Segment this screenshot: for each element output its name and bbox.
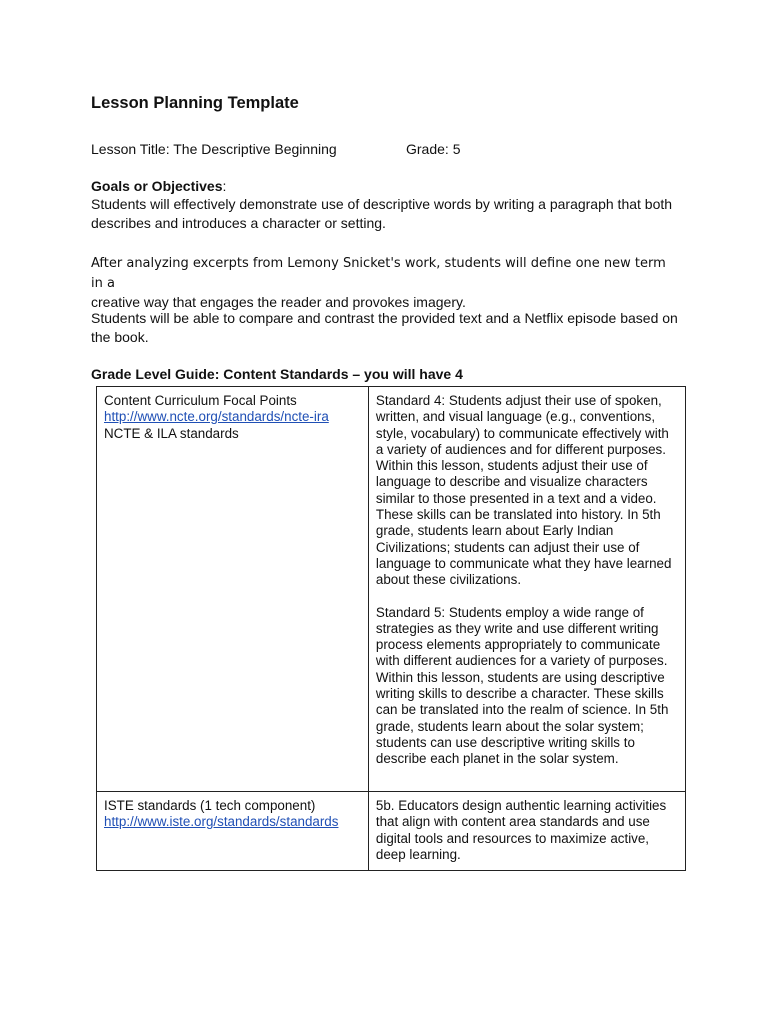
goals-heading	[91, 178, 226, 195]
ncte-ila-note: NCTE & ILA standards	[104, 425, 239, 441]
iste-standards-link[interactable]: http://www.iste.org/standards/standards	[104, 814, 339, 830]
grade-level: Grade: 5	[406, 141, 461, 157]
table-row	[97, 792, 686, 871]
goal-paragraph-1: Students will effectively demonstrate use of descriptive words by writing a paragraph that both describes and introduces a character or setting.	[91, 196, 673, 231]
standard-5-text: Standard 5: Students employ a wide range of strategies as they write and use different writing process elements appropriately to communicate with different audiences for a variety of purposes. Within this lesson, students are using descriptive writing skills to describe a character. These skills can be translated into the realm of science. In 5th grade, students learn about the solar system; students can use descriptive writing skills to describe each planet in the solar system.	[375, 604, 669, 767]
document-title: Lesson Planning Template	[91, 94, 299, 112]
focal-points-label: Content Curriculum Focal Points	[104, 393, 297, 408]
standard-4-text: Standard 4: Students adjust their use of spoken, written, and visual language (e.g., conventions, style, vocabulary) to communicate effectively with a variety of audiences and for different purposes. Within this lesson, students adjust their use of language to describe and visualize characters similar to those presented in a text and a video. These skills can be translated into history. In 5th grade, students learn about Early Indian Civilizations; students can adjust their use of language to communicate what they have learned about these civilizations.	[375, 393, 672, 588]
table-row	[97, 387, 686, 792]
iste-label: ISTE standards (1 tech component)	[104, 798, 316, 813]
goals-heading-colon: :	[222, 178, 227, 194]
iste-cell	[97, 792, 369, 871]
goal-paragraph-2	[91, 253, 681, 312]
grade-level-guide-heading: Grade Level Guide: Content Standards – you will have 4	[91, 366, 463, 382]
lesson-title: Lesson Title: The Descriptive Beginning	[91, 141, 337, 157]
iste-standard-cell	[368, 792, 685, 871]
ncte-standards-link[interactable]: http://www.ncte.org/standards/ncte-ira	[104, 409, 329, 425]
goal-2-lead: After analyzing excerpts from Lemony Snicket's work, students will define one new term in a	[91, 256, 666, 291]
content-standards-cell	[368, 387, 685, 792]
goal-2-rest: creative way that engages the reader and provokes imagery.	[91, 294, 466, 310]
goal-paragraph-3: Students will be able to compare and contrast the provided text and a Netflix episode based on the book.	[91, 310, 678, 345]
focal-points-cell	[97, 387, 369, 792]
iste-5b-text: 5b. Educators design authentic learning activities that align with content area standards and use digital tools and resources to maximize active, deep learning.	[375, 798, 667, 862]
goals-heading-text: Goals or Objectives	[91, 178, 223, 194]
standards-table	[96, 386, 686, 871]
